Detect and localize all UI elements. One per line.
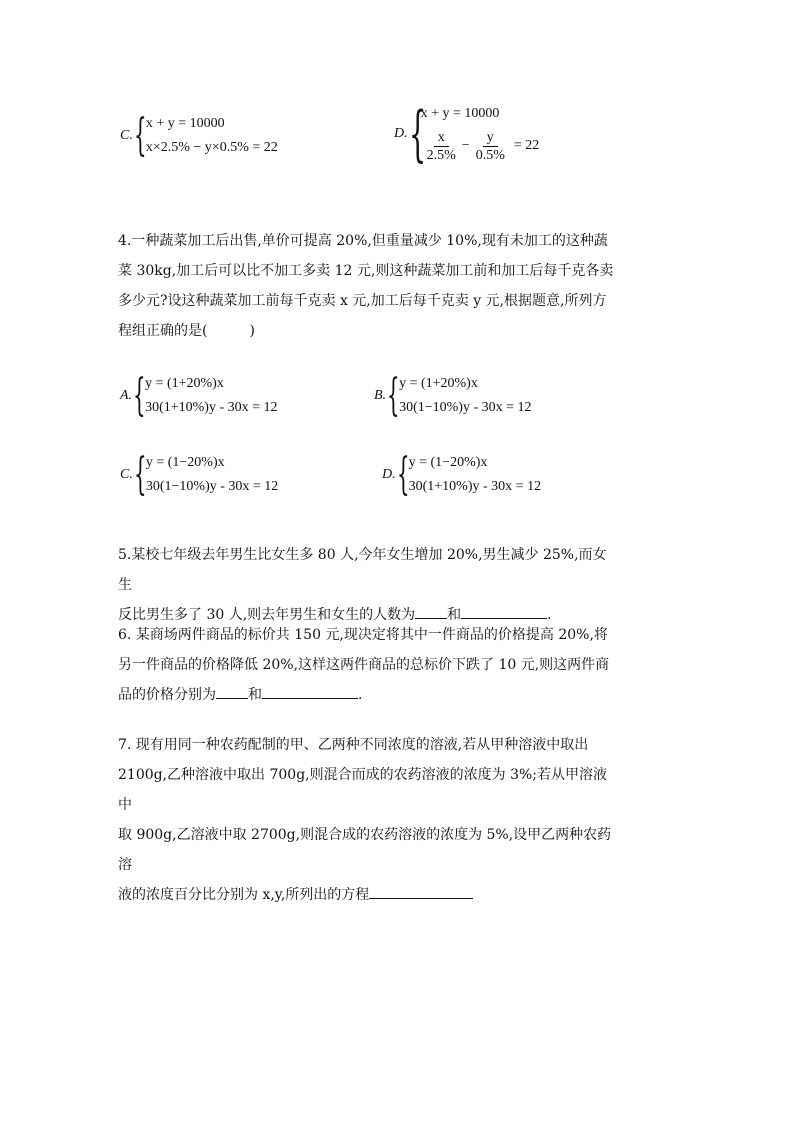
question-6 [118, 620, 618, 710]
equation-system [146, 112, 278, 160]
q4-prompt: 程组正确的是( [118, 323, 208, 339]
q4-line: 菜 30kg,加工后可以比不加工多卖 12 元,则这种蔬菜加工前和加工后每千克各卖 [118, 263, 614, 279]
q4-option-c [120, 451, 278, 499]
brace-icon: { [387, 370, 400, 421]
q6-line [118, 680, 618, 710]
q4-option-b [374, 372, 532, 420]
answer-blank[interactable] [216, 684, 248, 699]
q7-prompt: 液的浓度百分比分别为 x,y,所列出的方程 [118, 887, 370, 903]
equation: y = (1+20%)x [145, 376, 224, 391]
denominator: 2.5% [426, 147, 456, 163]
denominator: 0.5% [475, 147, 505, 163]
equation: 30(1+10%)y - 30x = 12 [408, 479, 542, 494]
equation-system [146, 451, 278, 499]
question-7 [118, 730, 618, 910]
q7-line: 2100g,乙种溶液中取出 700g,则混合而成的农药溶液的浓度为 3%;若从甲溶液中 [118, 767, 608, 813]
question-5 [118, 540, 618, 630]
equation: 30(1+10%)y - 30x = 12 [145, 400, 278, 415]
fraction [423, 129, 460, 164]
equation: y = (1−20%)x [145, 455, 225, 470]
numerator: y [483, 129, 498, 147]
q5-period: . [547, 607, 552, 623]
option-letter: C. [120, 467, 133, 482]
q5-prompt: 反比男生多了 30 人,则去年男生和女生的人数为 [118, 607, 416, 623]
q4-line: 多少元?设这种蔬菜加工前每千克卖 x 元,加工后每千克卖 y 元,根据题意,所列方 [118, 293, 607, 309]
equation: x + y = 10000 [145, 116, 225, 131]
minus-sign: − [461, 138, 470, 153]
q4-line [118, 316, 618, 346]
brace-icon: { [133, 370, 146, 421]
equation: x×2.5% − y×0.5% = 22 [145, 140, 278, 155]
q4-paren-close: ) [249, 323, 255, 339]
brace-icon: { [133, 449, 147, 500]
q6-period: . [358, 687, 363, 703]
q4-option-a [120, 372, 278, 420]
option-letter: B. [374, 388, 387, 403]
fraction [472, 129, 509, 164]
q6-and: 和 [248, 687, 262, 703]
q6-prompt: 品的价格分别为 [118, 687, 216, 703]
brace-icon: { [396, 449, 410, 500]
option-letter: C. [120, 128, 133, 143]
option-letter: D. [382, 467, 396, 482]
equation: x + y = 10000 [420, 106, 500, 121]
brace-icon: { [133, 110, 147, 161]
q6-line: 另一件商品的价格降低 20%,这样这两件商品的总标价下跌了 10 元,则这两件商 [118, 657, 610, 673]
q5-line: 5.某校七年级去年男生比女生多 80 人,今年女生增加 20%,男生减少 25%,而女生 [118, 547, 607, 593]
question-4 [118, 226, 618, 346]
answer-blank[interactable] [369, 884, 473, 899]
option-letter: D. [394, 126, 408, 141]
q3-option-d [394, 99, 540, 169]
q3-option-c [120, 112, 278, 160]
equation: y = (1−20%)x [408, 455, 488, 470]
equation: y = (1+20%)x [399, 376, 478, 391]
q7-line: 7. 现有用同一种农药配制的甲、乙两种不同浓度的溶液,若从甲种溶液中取出 [118, 737, 589, 753]
numerator: x [434, 129, 449, 147]
answer-blank[interactable] [262, 684, 358, 699]
equation-system [409, 451, 541, 499]
q7-line [118, 880, 618, 910]
equation: 30(1−10%)y - 30x = 12 [399, 400, 532, 415]
equation: 30(1−10%)y - 30x = 12 [145, 479, 279, 494]
option-letter: A. [120, 388, 133, 403]
equation-system [399, 372, 531, 420]
q4-option-d [382, 451, 541, 499]
q5-and: 和 [447, 607, 462, 623]
q4-line: 4.一种蔬菜加工后出售,单价可提高 20%,但重量减少 10%,现有未加工的这种蔬 [118, 233, 608, 249]
answer-blank[interactable] [415, 604, 447, 619]
rhs: = 22 [513, 138, 540, 153]
q7-line: 取 900g,乙溶液中取 2700g,则混合成的农药溶液的浓度为 5%,设甲乙两种农药溶 [118, 827, 612, 873]
q6-line: 6. 某商场两件商品的标价共 150 元,现决定将其中一件商品的价格提高 20%,将 [118, 627, 608, 643]
equation-system [145, 372, 277, 420]
equation-system [421, 102, 540, 166]
brace-icon: { [408, 99, 426, 169]
equation [421, 126, 540, 166]
answer-blank[interactable] [461, 604, 547, 619]
